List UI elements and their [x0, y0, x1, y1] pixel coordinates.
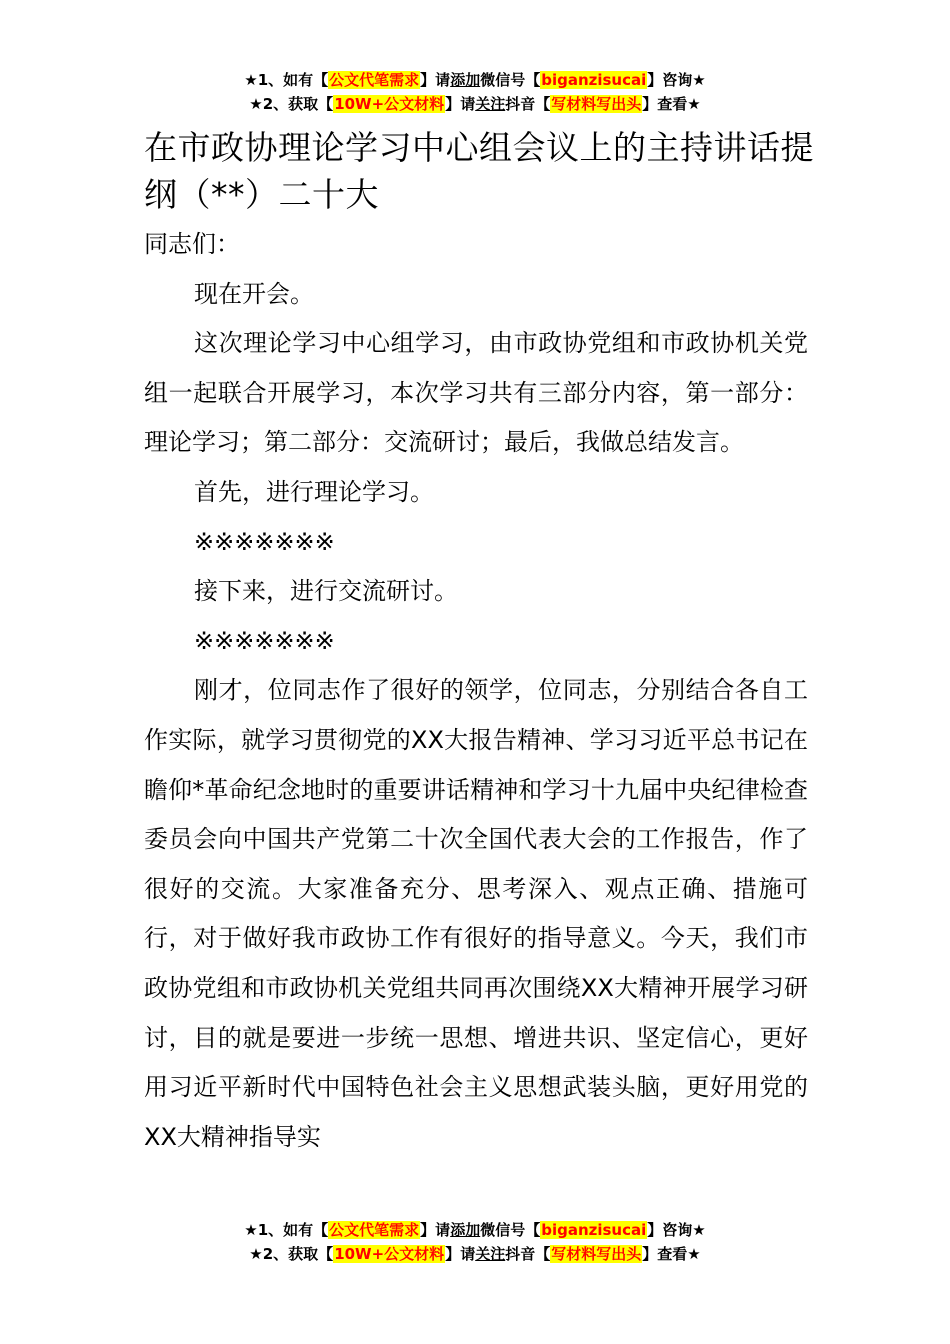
- banner-underlined: 添加: [450, 1221, 481, 1239]
- banner-highlight: 写材料写出头: [551, 1245, 642, 1263]
- banner-text: ★2、获取【: [249, 1245, 334, 1263]
- banner-text: ★1、如有【: [244, 71, 329, 89]
- banner-text: 】查看★: [642, 1245, 701, 1263]
- banner-highlight: 10W+公文材料: [334, 1245, 445, 1263]
- banner-text: ★2、获取【: [249, 95, 334, 113]
- banner-highlight: biganzisucai: [541, 71, 647, 89]
- footer-banner: [0, 1218, 950, 1266]
- salutation: 同志们：: [144, 230, 240, 258]
- banner-line-2: [0, 1242, 950, 1266]
- banner-highlight: 10W+公文材料: [334, 95, 445, 113]
- banner-highlight: biganzisucai: [541, 1221, 647, 1239]
- paragraph: 这次理论学习中心组学习，由市政协党组和市政协机关党组一起联合开展学习，本次学习共有三部分内容，第一部分：理论学习；第二部分：交流研讨；最后，我做总结发言。: [144, 329, 808, 457]
- banner-line-2: [0, 92, 950, 116]
- banner-text: 】请: [445, 95, 476, 113]
- placeholder-marks: ※※※※※※※: [194, 626, 335, 655]
- banner-text: 】咨询★: [647, 1221, 706, 1239]
- banner-text: ★1、如有【: [244, 1221, 329, 1239]
- banner-highlight: 写材料写出头: [551, 95, 642, 113]
- document-body: [144, 220, 808, 1162]
- banner-highlight: 公文代笔需求: [329, 1221, 420, 1239]
- paragraph: 现在开会。: [194, 279, 314, 308]
- banner-line-1: [0, 68, 950, 92]
- placeholder-marks: ※※※※※※※: [194, 527, 335, 556]
- header-banner: [0, 68, 950, 116]
- banner-text: 微信号【: [480, 71, 541, 89]
- banner-text: 微信号【: [480, 1221, 541, 1239]
- paragraph: 首先，进行理论学习。: [194, 477, 434, 506]
- document-title: 在市政协理论学习中心组会议上的主持讲话提纲（**）二十大: [144, 128, 814, 214]
- banner-text: 】请: [420, 1221, 451, 1239]
- banner-text: 】请: [420, 71, 451, 89]
- banner-underlined: 关注: [475, 95, 506, 113]
- banner-underlined: 添加: [450, 71, 481, 89]
- paragraph: 刚才，位同志作了很好的领学，位同志，分别结合各自工作实际，就学习贯彻党的XX大报告精神、学习习近平总书记在瞻仰*革命纪念地时的重要讲话精神和学习十九届中央纪律检查委员会向中国共产党第二十次全国代表大会的工作报告，作了很好的交流。大家准备充分、思考深入、观点正确、措施可行，对于做好我市政协工作有很好的指导意义。今天，我们市政协党组和市政协机关党组共同再次围绕XX大精神开展学习研讨，目的就是要进一步统一思想、增进共识、坚定信心，更好用习近平新时代中国特色社会主义思想武装头脑，更好用党的XX大精神指导实: [144, 676, 808, 1151]
- banner-text: 抖音【: [505, 1245, 551, 1263]
- banner-underlined: 关注: [475, 1245, 506, 1263]
- paragraph: 接下来，进行交流研讨。: [194, 577, 458, 606]
- banner-text: 】请: [445, 1245, 476, 1263]
- banner-line-1: [0, 1218, 950, 1242]
- banner-text: 抖音【: [505, 95, 551, 113]
- banner-highlight: 公文代笔需求: [329, 71, 420, 89]
- banner-text: 】咨询★: [647, 71, 706, 89]
- banner-text: 】查看★: [642, 95, 701, 113]
